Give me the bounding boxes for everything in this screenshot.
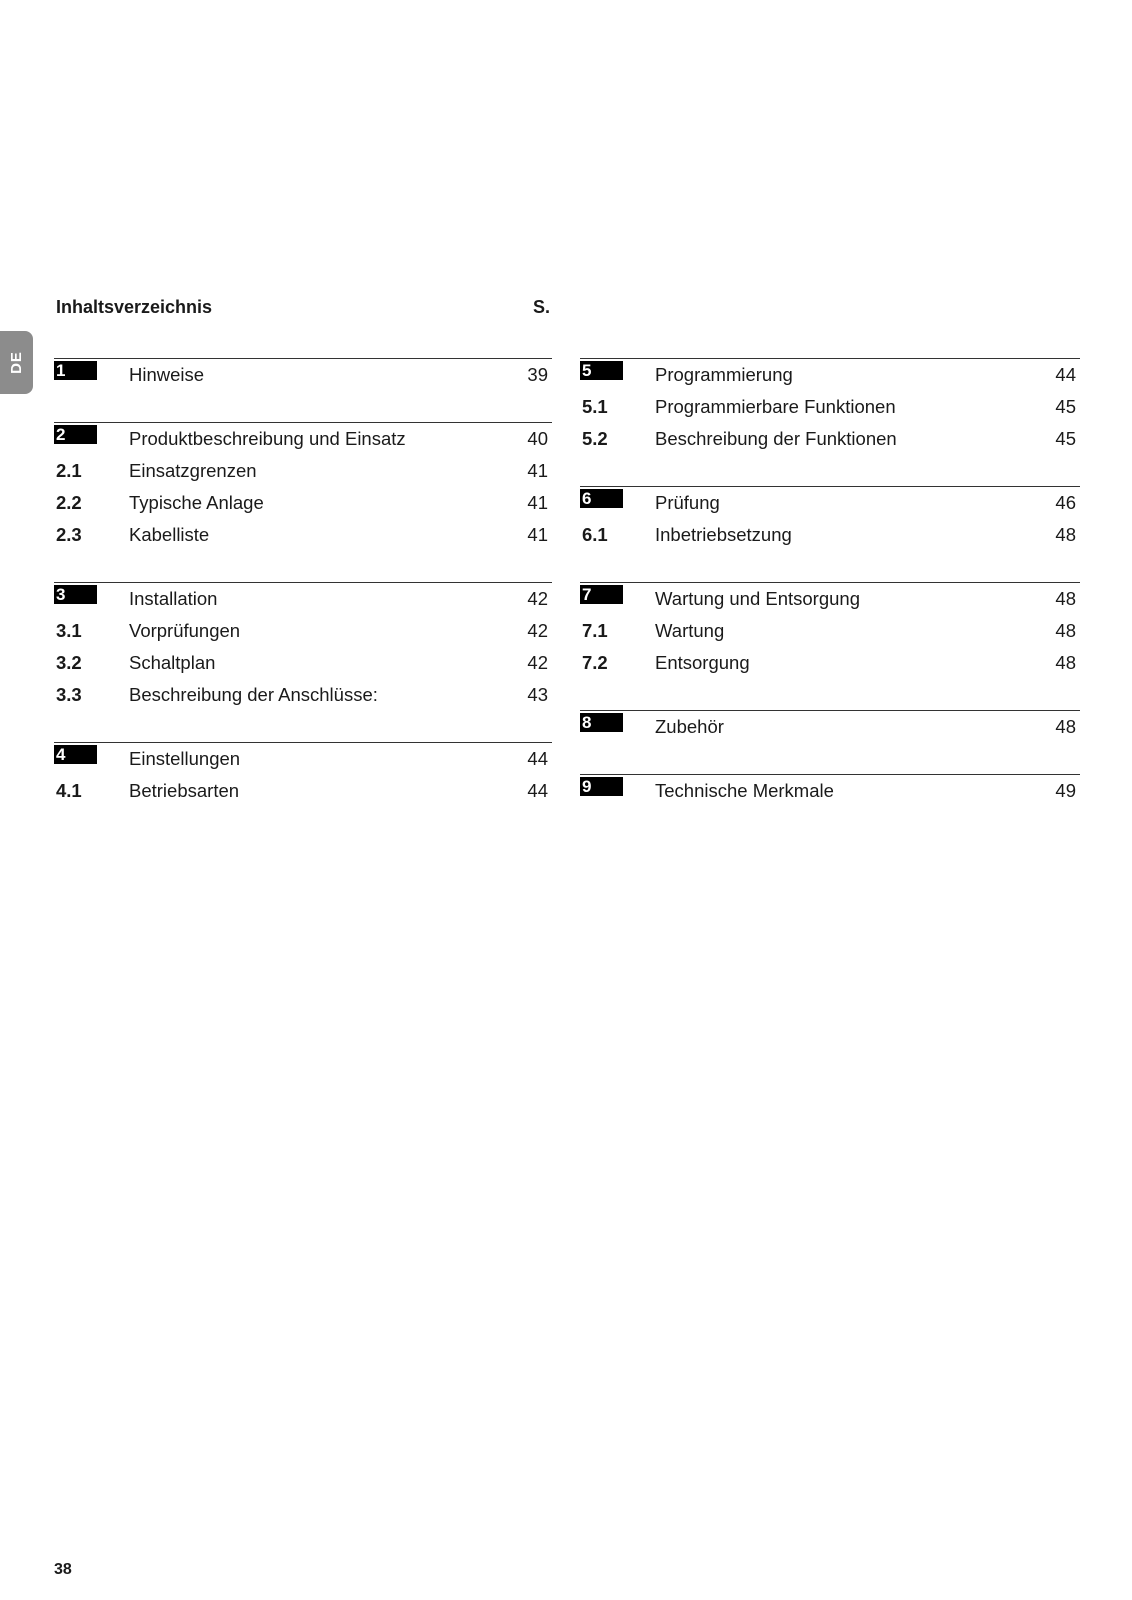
- footer-page-number: 38: [54, 1561, 72, 1578]
- subsection-page: 45: [1055, 396, 1076, 417]
- toc-subsection-row[interactable]: [54, 487, 552, 519]
- toc-left-column: [54, 358, 552, 838]
- toc-subsection-row[interactable]: [54, 455, 552, 487]
- toc-subsection-row[interactable]: [580, 423, 1080, 455]
- language-tab-label: DE: [8, 351, 25, 374]
- chapter-number: 7: [580, 585, 623, 604]
- subsection-page: 41: [527, 492, 548, 513]
- chapter-number: 6: [580, 489, 623, 508]
- subsection-number: 2.1: [56, 460, 82, 481]
- chapter-title: Einstellungen: [129, 748, 241, 769]
- subsection-number: 2.3: [56, 524, 82, 545]
- subsection-page: 43: [527, 684, 548, 705]
- toc-subsection-row[interactable]: [580, 519, 1080, 551]
- toc-chapter-row[interactable]: [54, 742, 552, 775]
- chapter-page: 44: [527, 748, 548, 769]
- toc-section: [580, 582, 1080, 679]
- subsection-title: Entsorgung: [655, 652, 750, 673]
- subsection-page: 42: [527, 652, 548, 673]
- chapter-title: Wartung und Entsorgung: [655, 588, 860, 609]
- chapter-title: Zubehör: [655, 716, 724, 737]
- subsection-title: Schaltplan: [129, 652, 216, 673]
- chapter-number: 1: [54, 361, 97, 380]
- chapter-title: Hinweise: [129, 364, 205, 385]
- subsection-title: Programmierbare Funktionen: [655, 396, 896, 417]
- toc-subsection-row[interactable]: [580, 391, 1080, 423]
- subsection-number: 4.1: [56, 780, 82, 801]
- chapter-number: 8: [580, 713, 623, 732]
- chapter-page: 49: [1055, 780, 1076, 801]
- toc-title: Inhaltsverzeichnis: [56, 297, 213, 317]
- toc-right-column: [580, 358, 1080, 838]
- subsection-page: 48: [1055, 620, 1076, 641]
- chapter-title: Prüfung: [655, 492, 720, 513]
- chapter-page: 48: [1055, 716, 1076, 737]
- subsection-title: Einsatzgrenzen: [129, 460, 257, 481]
- toc-section: [580, 710, 1080, 743]
- toc-chapter-row[interactable]: [580, 486, 1080, 519]
- chapter-page: 42: [527, 588, 548, 609]
- subsection-number: 5.2: [582, 428, 608, 449]
- subsection-page: 45: [1055, 428, 1076, 449]
- chapter-page: 48: [1055, 588, 1076, 609]
- chapter-number: 5: [580, 361, 623, 380]
- chapter-page: 44: [1055, 364, 1076, 385]
- toc-subsection-row[interactable]: [54, 615, 552, 647]
- chapter-number: 9: [580, 777, 623, 796]
- chapter-title: Technische Merkmale: [655, 780, 834, 801]
- toc-chapter-row[interactable]: [54, 582, 552, 615]
- subsection-page: 44: [527, 780, 548, 801]
- toc-chapter-row[interactable]: [580, 582, 1080, 615]
- language-tab: [0, 331, 33, 394]
- chapter-page: 40: [527, 428, 548, 449]
- subsection-number: 6.1: [582, 524, 608, 545]
- toc-chapter-row[interactable]: [54, 422, 552, 455]
- chapter-number: 2: [54, 425, 97, 444]
- toc-subsection-row[interactable]: [580, 647, 1080, 679]
- toc-subsection-row[interactable]: [54, 519, 552, 551]
- toc-section: [580, 774, 1080, 807]
- subsection-title: Beschreibung der Anschlüsse:: [129, 684, 378, 705]
- subsection-number: 5.1: [582, 396, 608, 417]
- subsection-number: 3.3: [56, 684, 82, 705]
- toc-subsection-row[interactable]: [580, 615, 1080, 647]
- chapter-number: 4: [54, 745, 97, 764]
- toc-subsection-row[interactable]: [54, 647, 552, 679]
- toc-chapter-row[interactable]: [54, 358, 552, 391]
- toc-section: [54, 582, 552, 711]
- subsection-page: 41: [527, 524, 548, 545]
- subsection-title: Betriebsarten: [129, 780, 240, 801]
- toc-section: [580, 486, 1080, 551]
- toc-section: [54, 422, 552, 551]
- toc-section: [54, 742, 552, 807]
- toc-section: [54, 358, 552, 391]
- toc-chapter-row[interactable]: [580, 774, 1080, 807]
- subsection-number: 7.2: [582, 652, 608, 673]
- chapter-number: 3: [54, 585, 97, 604]
- subsection-title: Inbetriebsetzung: [655, 524, 792, 545]
- subsection-number: 3.1: [56, 620, 82, 641]
- page-column-label: S.: [532, 297, 550, 317]
- subsection-title: Beschreibung der Funktionen: [655, 428, 897, 449]
- subsection-page: 42: [527, 620, 548, 641]
- subsection-number: 7.1: [582, 620, 608, 641]
- chapter-page: 46: [1055, 492, 1076, 513]
- subsection-number: 2.2: [56, 492, 82, 513]
- subsection-title: Vorprüfungen: [129, 620, 241, 641]
- subsection-title: Kabelliste: [129, 524, 210, 545]
- subsection-page: 41: [527, 460, 548, 481]
- subsection-title: Wartung: [655, 620, 725, 641]
- toc-subsection-row[interactable]: [54, 679, 552, 711]
- subsection-page: 48: [1055, 652, 1076, 673]
- chapter-title: Programmierung: [655, 364, 793, 385]
- chapter-page: 39: [527, 364, 548, 385]
- toc-section: [580, 358, 1080, 455]
- toc-subsection-row[interactable]: [54, 775, 552, 807]
- toc-chapter-row[interactable]: [580, 710, 1080, 743]
- subsection-title: Typische Anlage: [129, 492, 264, 513]
- subsection-number: 3.2: [56, 652, 82, 673]
- chapter-title: Produktbeschreibung und Einsatz: [129, 428, 406, 449]
- chapter-title: Installation: [129, 588, 218, 609]
- subsection-page: 48: [1055, 524, 1076, 545]
- toc-chapter-row[interactable]: [580, 358, 1080, 391]
